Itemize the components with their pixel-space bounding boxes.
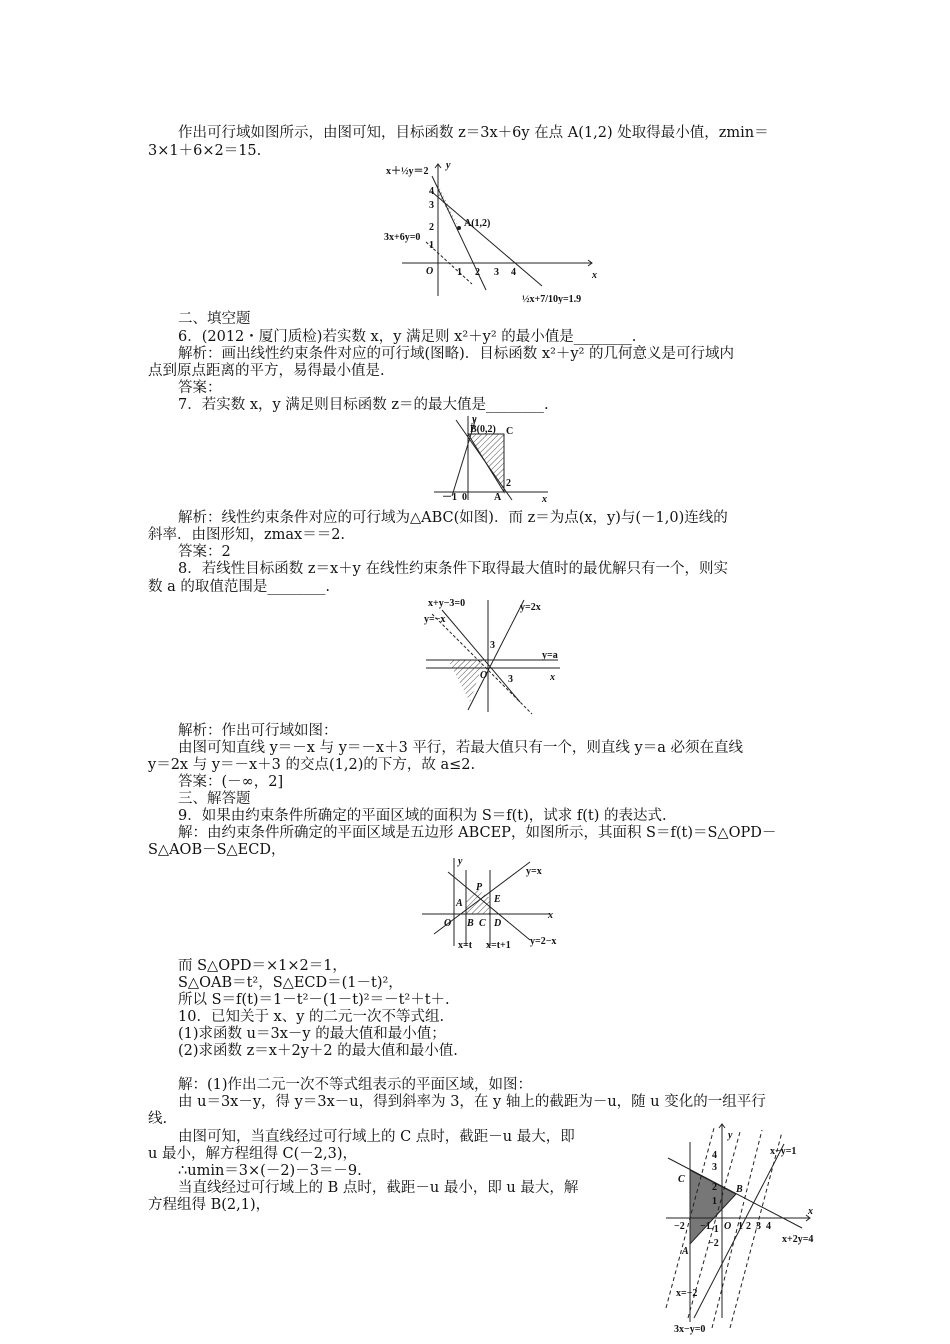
label-x: x: [542, 494, 547, 504]
label-point-a: A(1,2): [464, 218, 491, 229]
label-eq-bottom: ½x+7/10y=1.9: [522, 294, 582, 304]
label-eq4: y=2−x: [530, 936, 557, 947]
label-eq1: x+y−3=0: [428, 598, 466, 609]
point-a: [457, 226, 461, 230]
label-eq4: 3x−y=0: [674, 1324, 706, 1335]
label-y: y: [728, 1130, 733, 1141]
text-line: u 最小，解方程组得 C(－2,3)，: [148, 1146, 358, 1162]
tick-x2: 2: [475, 267, 480, 278]
text-line: 解：由约束条件所确定的平面区域是五边形 ABCEP，如图所示，其面积 S＝f(t)＝S△OPD－: [178, 825, 777, 841]
shaded-region: [448, 660, 484, 702]
label-c: C: [479, 918, 486, 929]
text-line: S△OAB＝t²，S△ECD＝(1－t)²，: [178, 975, 403, 991]
text-line: 解析：线性约束条件对应的可行域为△ABC(如图)．而 z＝为点(x，y)与(－1,0)连线的: [178, 510, 728, 526]
tick-xm1: −1: [700, 1221, 711, 1232]
text-line: 解析：作出可行域如图：: [178, 723, 338, 739]
label-eq3: x=t+1: [486, 940, 511, 951]
label-origin: O: [426, 266, 434, 277]
text-line: 7．若实数 x，y 满足则目标函数 z＝的最大值是________.: [178, 397, 549, 413]
text-line: 6．(2012・厦门质检)若实数 x，y 满足则 x²＋y² 的最小值是________.: [178, 329, 637, 345]
text-line: 斜率．由图形知，zmax＝＝2.: [148, 527, 346, 543]
label-x: x: [548, 910, 553, 921]
text-line: 9．如果由约束条件所确定的平面区域的面积为 S＝f(t)，试求 f(t) 的表达式.: [178, 808, 667, 824]
text-line: 3×1＋6×2＝15.: [148, 143, 262, 159]
label-e: E: [494, 894, 501, 905]
text-line: 由图可知，当直线经过可行域上的 C 点时，截距－u 最大，即: [178, 1129, 575, 1145]
label-b: B: [736, 1184, 743, 1195]
tick-x3: 3: [756, 1221, 761, 1232]
line-y-2x: [468, 600, 524, 710]
label-eq-top: x＋½y＝2: [386, 166, 429, 177]
text-line: 而 S△OPD＝×1×2＝1，: [178, 958, 347, 974]
tick-x4: 4: [766, 1221, 771, 1232]
label-eq-left: 3x+6y=0: [384, 232, 421, 243]
label-y: y: [446, 160, 451, 171]
label-eq2: x+2y=4: [782, 1234, 814, 1245]
label-x: x: [808, 1206, 813, 1217]
text-line: y＝2x 与 y＝－x＋3 的交点(1,2)的下方，故 a≤2.: [148, 757, 476, 773]
label-y: y: [472, 414, 477, 425]
text-line: ∴umin＝3×(－2)－3＝－9.: [178, 1163, 362, 1179]
text-line: (2)求函数 z＝x＋2y＋2 的最大值和最小值.: [178, 1043, 458, 1059]
label-eq3: x=−2: [676, 1288, 698, 1299]
figure-4-pentagon: [418, 854, 570, 952]
tick-y2: 2: [712, 1182, 717, 1193]
line-y-neg-x: [432, 614, 532, 714]
label-eq2: y=−x: [424, 614, 446, 625]
tick-y1: 1: [429, 240, 434, 251]
tick-y3: 3: [712, 1162, 717, 1173]
text-line: 方程组得 B(2,1)，: [148, 1197, 271, 1213]
label-b: B: [467, 918, 474, 929]
text-line: 点到原点距离的平方，易得最小值是.: [148, 363, 385, 379]
tick-y2: 2: [429, 222, 434, 233]
text-line: 所以 S＝f(t)＝1－t²－(1－t)²＝－t²＋t＋.: [178, 992, 450, 1008]
tick-x1: 1: [738, 1221, 743, 1232]
tick-ym1: −1: [708, 1224, 719, 1235]
text-line: (1)求函数 u＝3x－y 的最大值和最小值；: [178, 1026, 446, 1042]
text-line: 10．已知关于 x、y 的二元一次不等式组.: [178, 1009, 445, 1025]
tick-x1: 1: [457, 267, 462, 278]
text-line: 8．若线性目标函数 z＝x＋y 在线性约束条件下取得最大值时的最优解只有一个，则实: [178, 561, 728, 577]
label-x: x: [550, 672, 555, 683]
tick-2: 2: [506, 478, 511, 489]
text-line: S△AOB－S△ECD，: [148, 842, 286, 858]
text-line: 解析：画出线性约束条件对应的可行域(图略)．目标函数 x²＋y² 的几何意义是可行域内: [178, 346, 735, 362]
figure-3-feasible-region: [420, 592, 570, 716]
label-d: D: [494, 918, 502, 929]
text-line: 由图可知直线 y＝－x 与 y＝－x＋3 平行，若最大值只有一个，则直线 y＝a 必须在直线: [178, 740, 743, 756]
text-line: 当直线经过可行域上的 B 点时，截距－u 最小，即 u 最大，解: [178, 1180, 579, 1196]
line-half-x-seven-tenths-y: [432, 192, 542, 286]
tick-x2: 2: [746, 1221, 751, 1232]
section-heading: 三、解答题: [178, 791, 251, 807]
label-origin: O: [480, 670, 488, 681]
label-origin: O: [444, 918, 452, 929]
tick-y3: 3: [490, 640, 495, 651]
tick-ym2: −2: [708, 1238, 719, 1249]
label-eq2: x=t: [458, 940, 473, 951]
section-heading: 二、填空题: [178, 311, 251, 327]
dashed-line-3: [712, 1130, 762, 1328]
line-x-y-3: [442, 610, 520, 702]
tick-x3: 3: [494, 267, 499, 278]
text-line: 答案：: [178, 380, 222, 396]
figure-2-triangle-abc: [430, 412, 555, 504]
label-eq4: y=a: [542, 650, 558, 661]
label-y: y: [458, 856, 463, 867]
label-eq1: y=x: [526, 866, 542, 877]
tick-xm2: −2: [674, 1221, 685, 1232]
tick-y4: 4: [712, 1150, 717, 1161]
text-line: 数 a 的取值范围是________.: [148, 579, 330, 595]
text-line: 由 u＝3x－y，得 y＝3x－u，得到斜率为 3，在 y 轴上的截距为－u，随 u 变化的一组平行: [178, 1094, 766, 1110]
figure-1-feasible-region: [382, 156, 604, 304]
tick-x4: 4: [511, 267, 516, 278]
text-line: 答案：2: [178, 544, 231, 560]
tick-x3: 3: [508, 674, 513, 685]
text-line: 答案：(－∞，2]: [178, 774, 284, 790]
label-x: x: [592, 270, 597, 281]
label-p: P: [476, 882, 483, 893]
label-origin: 0: [462, 492, 467, 503]
pentagon-abcep: [466, 890, 490, 914]
label-a: A: [494, 492, 502, 503]
figure-5-feasible-region: [660, 1118, 830, 1338]
label-origin: O: [724, 1221, 732, 1232]
label-a: A: [682, 1246, 689, 1257]
label-b: B(0,2): [470, 424, 496, 435]
label-c: C: [506, 426, 514, 437]
text-line: 线.: [148, 1111, 168, 1127]
tick-m1: －1: [442, 492, 457, 503]
label-eq3: y=2x: [520, 602, 541, 613]
label-c: C: [678, 1174, 685, 1185]
label-eq1: x−y=1: [770, 1146, 797, 1157]
tick-y1: 1: [712, 1196, 717, 1207]
tick-y4: 4: [429, 186, 434, 197]
text-line: 作出可行域如图所示，由图可知，目标函数 z＝3x＋6y 在点 A(1,2) 处取得最小值，zmin＝: [178, 125, 769, 141]
text-line: 解：(1)作出二元一次不等式组表示的平面区域，如图：: [178, 1077, 533, 1093]
label-a: A: [456, 898, 463, 909]
tick-y3: 3: [429, 200, 434, 211]
